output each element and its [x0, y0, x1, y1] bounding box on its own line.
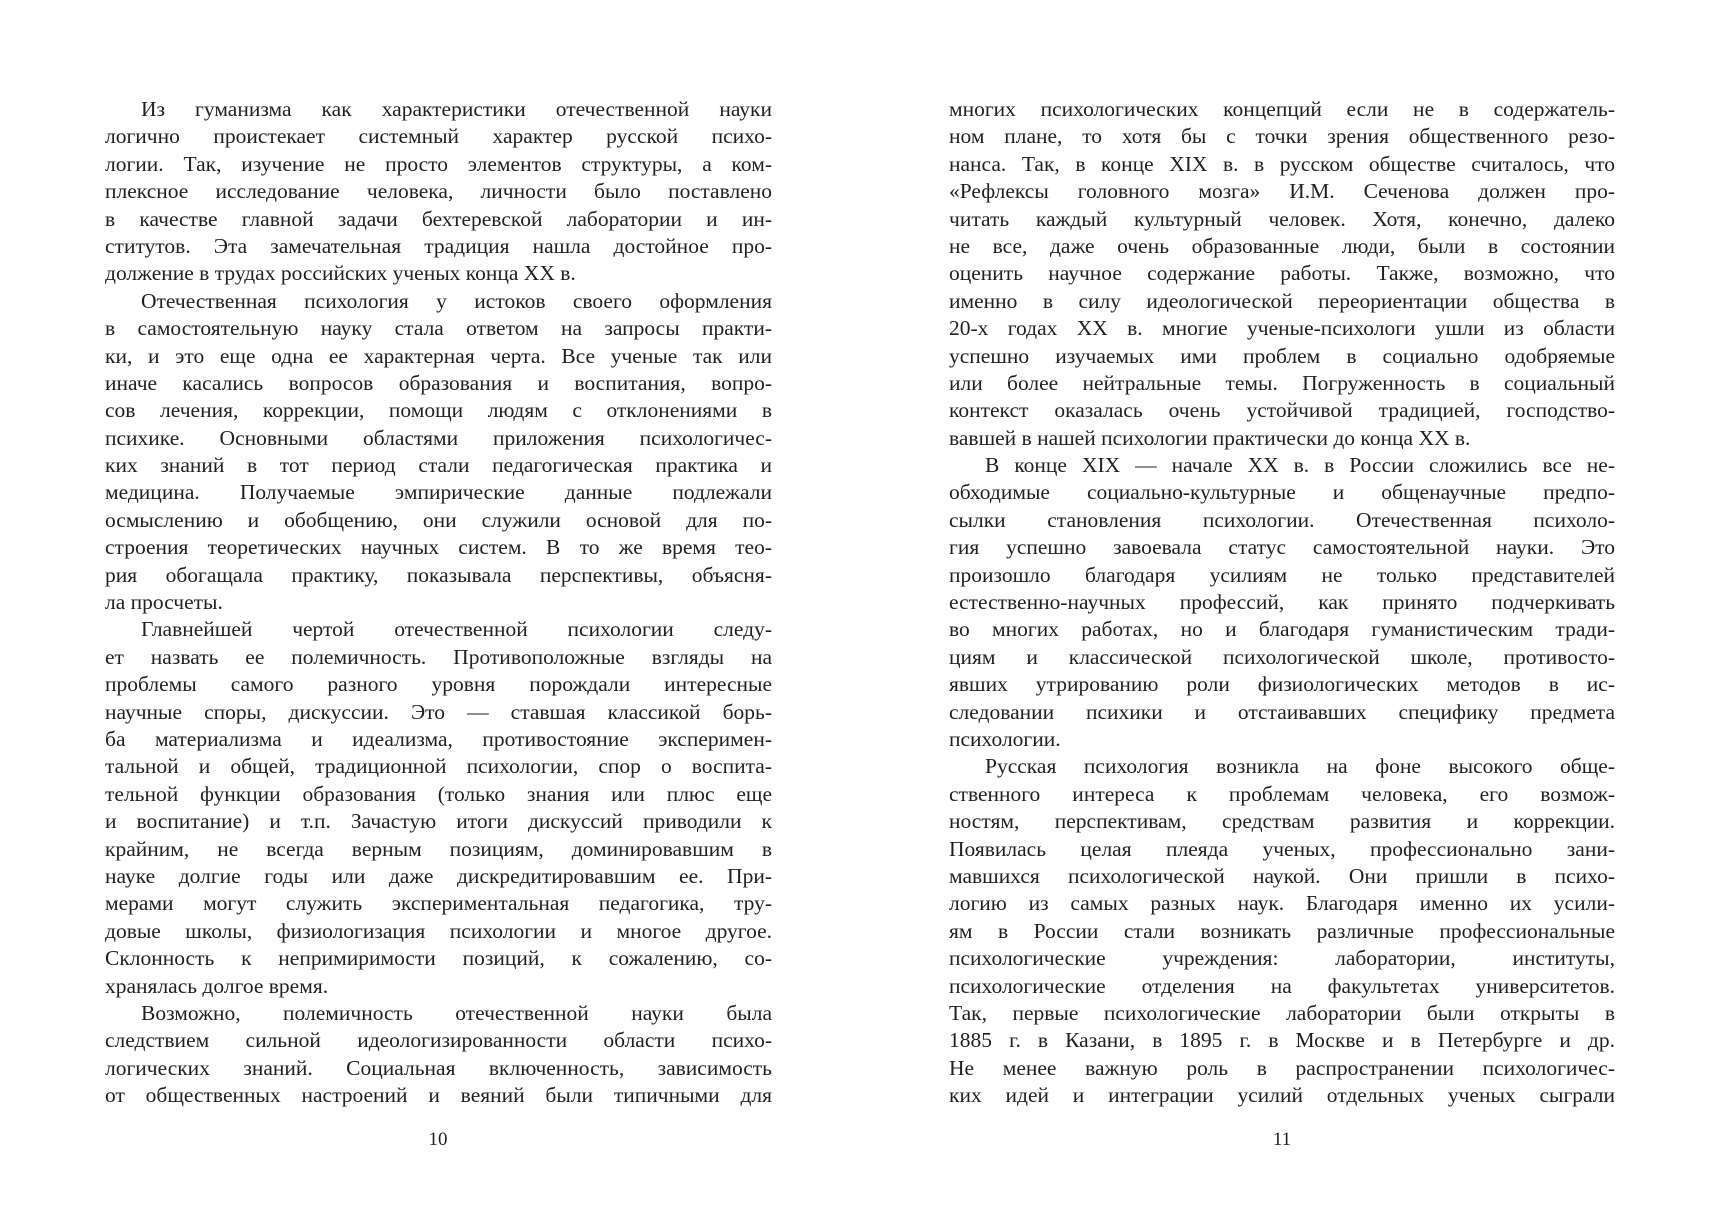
text-line: ститутов. Эта замечательная традиция нашла достойное про- [105, 233, 772, 258]
text-line: психологические учреждения: лаборатории, институты, [949, 946, 1615, 971]
text-line: от общественных настроений и веяний были типичными для [105, 1083, 772, 1108]
text-line: научные споры, дискуссии. Это — ставшая классикой борь- [105, 699, 772, 724]
text-line: сов лечения, коррекции, помощи людям с отклонениями в [105, 398, 772, 423]
text-line: логии. Так, изучение не просто элементов структуры, а ком- [105, 151, 772, 176]
text-line: читать каждый культурный человек. Хотя, конечно, далеко [949, 206, 1615, 231]
text-line: «Рефлексы головного мозга» И.М. Сеченова должен про- [949, 179, 1615, 204]
text-line: ких знаний в тот период стали педагогическая практика и [105, 453, 772, 478]
text-line: Главнейшей чертой отечественной психологии следу- [141, 617, 772, 642]
paragraph [949, 452, 1615, 753]
page-number-left: 10 [428, 1129, 448, 1150]
text-line: логично проистекает системный характер русской психо- [105, 124, 772, 149]
text-line: ла просчеты. [105, 590, 223, 615]
text-line: ки, и это еще одна ее характерная черта. Все ученые так или [105, 343, 772, 368]
text-line: ственного интереса к проблемам человека, его возмож- [949, 781, 1615, 806]
text-line: ких идей и интеграции усилий отдельных ученых сыграли [949, 1083, 1615, 1108]
text-line: многих психологических концепций если не в содержатель- [949, 97, 1615, 121]
text-line: гия успешно завоевала статус самостоятельной науки. Это [949, 535, 1615, 560]
text-line: оценить научное содержание работы. Также, возможно, что [949, 261, 1615, 286]
text-line: В конце XIX — начале XX в. в России сложились все не- [985, 453, 1615, 478]
text-line: Появилась целая плеяда ученых, профессионально зани- [949, 836, 1615, 861]
left-page-text [105, 96, 772, 1109]
text-line: рия обогащала практику, показывала перспективы, объясня- [105, 562, 772, 587]
text-line: 20-х годах XX в. многие ученые-психологи ушли из области [949, 316, 1615, 341]
text-line: во многих работах, но и благодаря гуманистическим тради- [949, 617, 1615, 642]
paragraph [105, 1000, 772, 1110]
text-line: именно в силу идеологической переориентации общества в [949, 288, 1615, 313]
text-line: мерами могут служить экспериментальная педагогика, тру- [105, 891, 772, 916]
text-line: логию из самых разных наук. Благодаря именно их усили- [949, 891, 1615, 916]
text-line: Русская психология возникла на фоне высокого обще- [985, 754, 1615, 779]
text-line: хранялась долгое время. [105, 973, 329, 998]
text-line: следствием сильной идеологизированности области психо- [105, 1028, 772, 1053]
paragraph [949, 753, 1615, 1109]
text-line: проблемы самого разного уровня порождали интересные [105, 672, 772, 697]
text-line: медицина. Получаемые эмпирические данные подлежали [105, 480, 772, 505]
text-line: ба материализма и идеализма, противостояние эксперимен- [105, 726, 772, 751]
text-line: не все, даже очень образованные люди, были в состоянии [949, 233, 1615, 258]
text-line: науке долгие годы или даже дискредитировавшим ее. При- [105, 863, 772, 888]
text-line: Склонность к непримиримости позиций, к сожалению, со- [105, 946, 772, 971]
text-line: плексное исследование человека, личности было поставлено [105, 179, 772, 204]
text-line: и воспитание) и т.п. Зачастую итоги дискуссий приводили к [105, 809, 772, 834]
text-line: психологические отделения на факультетах университетов. [949, 973, 1615, 998]
text-line: Так, первые психологические лаборатории были открыты в [949, 1000, 1615, 1025]
text-line: иначе касались вопросов образования и воспитания, вопро- [105, 370, 772, 395]
text-line: Не менее важную роль в распространении психологичес- [949, 1055, 1615, 1080]
text-line: ет назвать ее полемичность. Противоположные взгляды на [105, 644, 772, 669]
text-line: циям и классической психологической школе, противосто- [949, 644, 1615, 669]
paragraph [105, 616, 772, 999]
text-line: явших утрированию роли физиологических методов в ис- [949, 672, 1615, 697]
text-line: психологии. [949, 726, 1061, 751]
text-line: тельной функции образования (только знания или плюс еще [105, 781, 772, 806]
text-line: 1885 г. в Казани, в 1895 г. в Москве и в Петербурге и др. [949, 1028, 1615, 1053]
text-line: в качестве главной задачи бехтеревской лаборатории и ин- [105, 206, 772, 231]
text-line: должение в трудах российских ученых конца XX в. [105, 261, 576, 286]
paragraph [105, 96, 772, 288]
text-line: ном плане, то хотя бы с точки зрения общественного резо- [949, 124, 1615, 149]
text-line: ям в России стали возникать различные профессиональные [949, 918, 1615, 943]
text-line: контекст оказалась очень устойчивой традицией, господство- [949, 398, 1615, 423]
text-line: тальной и общей, традиционной психологии, спор о воспита- [105, 754, 772, 779]
text-line: Из гуманизма как характеристики отечественной науки [141, 97, 772, 121]
text-line: осмыслению и обобщению, они служили основой для по- [105, 507, 772, 532]
right-page-text [949, 96, 1615, 1109]
text-line: Отечественная психология у истоков своего оформления [141, 288, 772, 313]
text-line: логических знаний. Социальная включенность, зависимость [105, 1055, 772, 1080]
text-line: психике. Основными областями приложения психологичес- [105, 425, 772, 450]
page-number-right: 11 [1272, 1129, 1292, 1150]
paragraph [105, 288, 772, 617]
text-line: мавшихся психологической наукой. Они пришли в психо- [949, 863, 1615, 888]
text-line: крайним, не всегда верным позициям, доминировавшим в [105, 836, 772, 861]
text-line: сылки становления психологии. Отечественная психоло- [949, 507, 1615, 532]
text-line: нанса. Так, в конце XIX в. в русском обществе считалось, что [949, 151, 1615, 176]
text-line: в самостоятельную науку стала ответом на запросы практи- [105, 316, 772, 341]
text-line: или более нейтральные темы. Погруженность в социальный [949, 370, 1615, 395]
text-line: довые школы, физиологизация психологии и многое другое. [105, 918, 772, 943]
paragraph [949, 96, 1615, 452]
text-line: произошло благодаря усилиям не только представителей [949, 562, 1615, 587]
text-line: естественно-научных профессий, как принято подчеркивать [949, 590, 1615, 615]
text-line: вавшей в нашей психологии практически до конца XX в. [949, 425, 1471, 450]
text-line: ностям, перспективам, средствам развития и коррекции. [949, 809, 1615, 834]
text-line: обходимые социально-культурные и общенаучные предпо- [949, 480, 1615, 505]
text-line: строения теоретических научных систем. В то же время тео- [105, 535, 772, 560]
text-line: следовании психики и отстаивавших специфику предмета [949, 699, 1615, 724]
text-line: Возможно, полемичность отечественной науки была [141, 1000, 772, 1025]
text-line: успешно изучаемых ими проблем в социально одобряемые [949, 343, 1615, 368]
